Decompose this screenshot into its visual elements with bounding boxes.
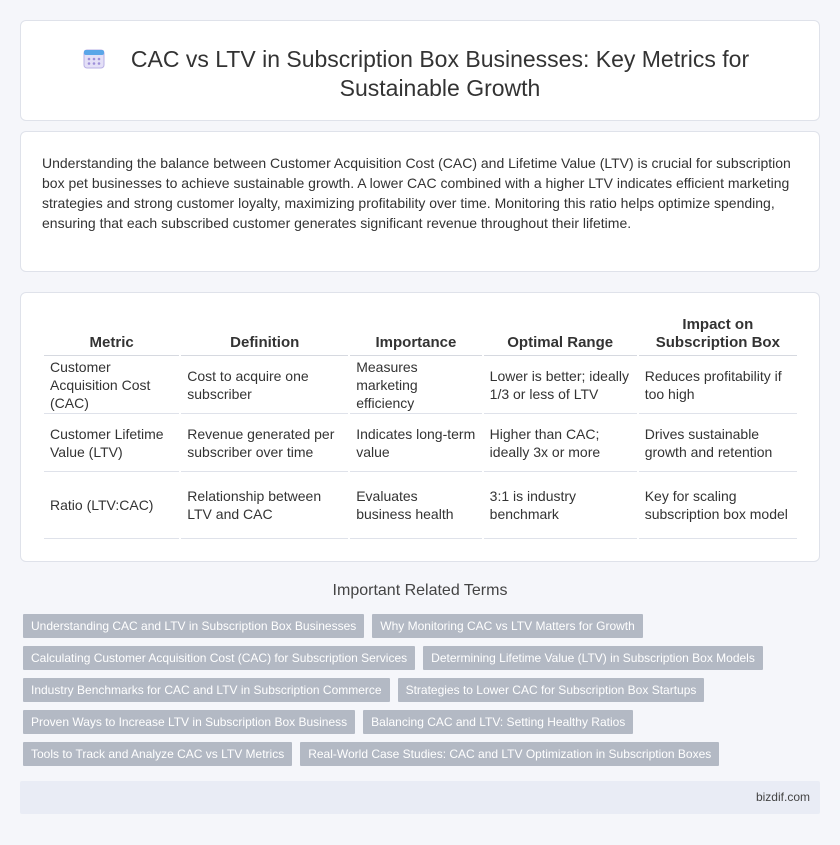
- header-card: [20, 20, 820, 121]
- table-cell: Drives sustainable growth and retention: [639, 414, 797, 472]
- related-term-link[interactable]: Industry Benchmarks for CAC and LTV in Subscription Commerce: [23, 678, 390, 702]
- header-optimal-range: Optimal Range: [484, 314, 637, 356]
- related-term-link[interactable]: Real-World Case Studies: CAC and LTV Optimization in Subscription Boxes: [300, 742, 719, 766]
- table-cell: Lower is better; ideally 1/3 or less of LTV: [484, 356, 637, 414]
- table-cell: Revenue generated per subscriber over time: [181, 414, 348, 472]
- table-cell: Higher than CAC; ideally 3x or more: [484, 414, 637, 472]
- footer: [20, 781, 820, 814]
- related-term-link[interactable]: Determining Lifetime Value (LTV) in Subscription Box Models: [423, 646, 763, 670]
- table-row: [44, 356, 797, 414]
- footer-site-link[interactable]: bizdif.com: [755, 790, 810, 804]
- table-row: [44, 472, 797, 539]
- table-cell: Indicates long-term value: [350, 414, 481, 472]
- related-term-link[interactable]: Understanding CAC and LTV in Subscription Box Businesses: [23, 614, 364, 638]
- metrics-table: [42, 314, 799, 539]
- related-term-link[interactable]: Why Monitoring CAC vs LTV Matters for Growth: [372, 614, 643, 638]
- table-cell: Measures marketing efficiency: [350, 356, 481, 414]
- table-cell: 3:1 is industry benchmark: [484, 472, 637, 539]
- related-term-link[interactable]: Strategies to Lower CAC for Subscription Box Startups: [398, 678, 705, 702]
- related-term-link[interactable]: Proven Ways to Increase LTV in Subscription Box Business: [23, 710, 355, 734]
- table-cell: Customer Acquisition Cost (CAC): [44, 356, 179, 414]
- table-cell: Customer Lifetime Value (LTV): [44, 414, 179, 472]
- header-impact: Impact on Subscription Box: [639, 314, 797, 356]
- related-term-link[interactable]: Balancing CAC and LTV: Setting Healthy Ratios: [363, 710, 633, 734]
- table-cell: Cost to acquire one subscriber: [181, 356, 348, 414]
- header-metric: Metric: [44, 314, 179, 356]
- table-cell: Reduces profitability if too high: [639, 356, 797, 414]
- header-definition: Definition: [181, 314, 348, 356]
- page-title: CAC vs LTV in Subscription Box Businesses: Key Metrics for Sustainable Growth: [130, 46, 750, 101]
- related-terms-heading: Important Related Terms: [332, 582, 508, 599]
- table-header-row: [44, 314, 797, 356]
- intro-card: [20, 131, 820, 272]
- table-cell: Relationship between LTV and CAC: [181, 472, 348, 539]
- table-cell: Key for scaling subscription box model: [639, 472, 797, 539]
- related-term-link[interactable]: Calculating Customer Acquisition Cost (CAC) for Subscription Services: [23, 646, 415, 670]
- metrics-table-card: [20, 292, 820, 562]
- table-cell: Ratio (LTV:CAC): [44, 472, 179, 539]
- table-cell: Evaluates business health: [350, 472, 481, 539]
- related-term-link[interactable]: Tools to Track and Analyze CAC vs LTV Metrics: [23, 742, 292, 766]
- header-importance: Importance: [350, 314, 481, 356]
- intro-paragraph: Understanding the balance between Customer Acquisition Cost (CAC) and Lifetime Value (LTV) is crucial for subscription box pet businesses to achieve sustainable growth. A lower CAC combined with a higher LTV indicates efficient marketing strategies and strong customer loyalty, maximizing profitability over time. Monitoring this ratio helps optimize spending, ensuring that each subscribed customer generates significant revenue throughout their lifetime.: [42, 155, 791, 231]
- table-row: [44, 414, 797, 472]
- related-terms-list: [23, 614, 823, 774]
